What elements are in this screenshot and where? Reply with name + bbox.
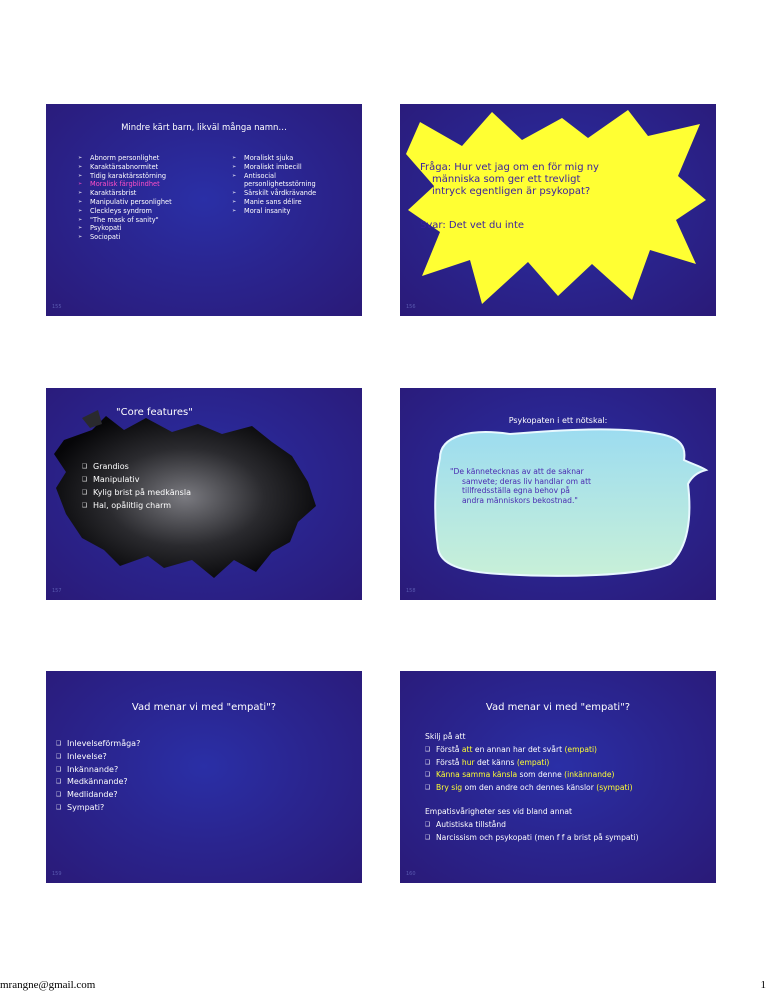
list-item: ❑ Bry sig om den andre och dennes känslor (sympati) (425, 782, 639, 795)
list-item: ➢ Moraliskt imbecill (232, 163, 352, 172)
list-item: ❑ Medkännande? (56, 776, 140, 789)
list-item: ➢ Särskilt vårdkrävande (232, 189, 352, 198)
list-item: ❑ Kylig brist på medkänsla (82, 486, 191, 499)
list-item: ❑ Hal, opålitlig charm (82, 499, 191, 512)
list-item: ❑ Förstå att en annan har det svårt (empati) (425, 744, 639, 757)
explosion-shape (400, 104, 716, 316)
list-item: ❑ Narcissism och psykopati (men f f a brist på sympati) (425, 832, 639, 845)
names-list-right (232, 154, 352, 216)
slide-core-features (46, 388, 362, 600)
slide-title: "Core features" (116, 407, 193, 418)
list-item: ➢ Cleckleys syndrom (78, 207, 228, 216)
footer-email: mrangne@gmail.com (0, 979, 96, 991)
core-features-list (82, 460, 191, 512)
list-item: ➢ Karaktärsabnormitet (78, 163, 228, 172)
footer-page-number: 1 (760, 979, 766, 991)
slide-body (425, 731, 639, 844)
slide-question (400, 104, 716, 316)
answer-text: Svar: Det vet du inte (420, 220, 525, 231)
slide-title: Mindre kärt barn, likväl många namn… (121, 123, 287, 133)
list-item: ➢ Antisocial (232, 172, 352, 181)
slide-number: 158 (406, 588, 416, 594)
list-item: ❑ Känna samma känsla som denne (inkännande) (425, 769, 639, 782)
list-item: ➢ Manie sans délire (232, 198, 352, 207)
list-item: ➢ Karaktärsbrist (78, 189, 228, 198)
intro-text: Skilj på att (425, 732, 466, 741)
list-item: ➢ Manipulativ personlighet (78, 198, 228, 207)
slide-nutshell (400, 388, 716, 600)
list-item: ➢ Abnorm personlighet (78, 154, 228, 163)
list-item: ➢ Tidig karaktärsstörning (78, 172, 228, 181)
slide-names (46, 104, 362, 316)
list-item: ➢ Psykopati (78, 224, 228, 233)
list-item-highlighted: ➢ Moralisk färgblindhet (78, 180, 228, 189)
question-text: Fråga: Hur vet jag om en för mig ny människa som ger ett trevligt intryck egentligen är psykopat? (420, 162, 599, 197)
slide-title: Vad menar vi med "empati"? (131, 702, 277, 713)
slide-number: 160 (406, 871, 416, 877)
names-list-left (78, 154, 228, 242)
distinctions-list (425, 744, 639, 795)
list-item: ❑ Medlidande? (56, 789, 140, 802)
slide-empathy-distinctions (400, 671, 716, 883)
difficulties-list (425, 819, 639, 845)
list-item: ❑ Inlevelse? (56, 751, 140, 764)
list-item: ❑ Inlevelseförmåga? (56, 738, 140, 751)
list-item-continuation: personlighetsstörning (244, 180, 316, 189)
list-item: ❑ Sympati? (56, 802, 140, 815)
slide-number: 156 (406, 304, 416, 310)
slide-number: 157 (52, 588, 62, 594)
slide-number: 155 (52, 304, 62, 310)
list-item: ❑ Inkännande? (56, 764, 140, 777)
slide-title: Vad menar vi med "empati"? (485, 702, 631, 713)
list-item: ❑ Grandios (82, 460, 191, 473)
intro-text-2: Empatisvårigheter ses vid bland annat (425, 806, 572, 816)
quote-text: "De kännetecknas av att de saknar samvete; deras liv handlar om att tillfredsställa egna behov på andra människors bekostnad." (450, 467, 592, 505)
slide-number: 159 (52, 871, 62, 877)
list-item: ❑ Manipulativ (82, 473, 191, 486)
empathy-terms-list (56, 738, 140, 815)
list-item: ❑ Autistiska tillstånd (425, 819, 639, 832)
slide-title: Psykopaten i ett nötskal: (508, 416, 608, 425)
list-item: ❑ Förstå hur det känns (empati) (425, 757, 639, 770)
list-item: ➢ "The mask of sanity" (78, 216, 228, 225)
list-item: ➢ Moral insanity (232, 207, 352, 216)
slide-empathy-questions (46, 671, 362, 883)
list-item: ➢ Sociopati (78, 233, 228, 242)
list-item: ➢ Moraliskt sjuka (232, 154, 352, 163)
